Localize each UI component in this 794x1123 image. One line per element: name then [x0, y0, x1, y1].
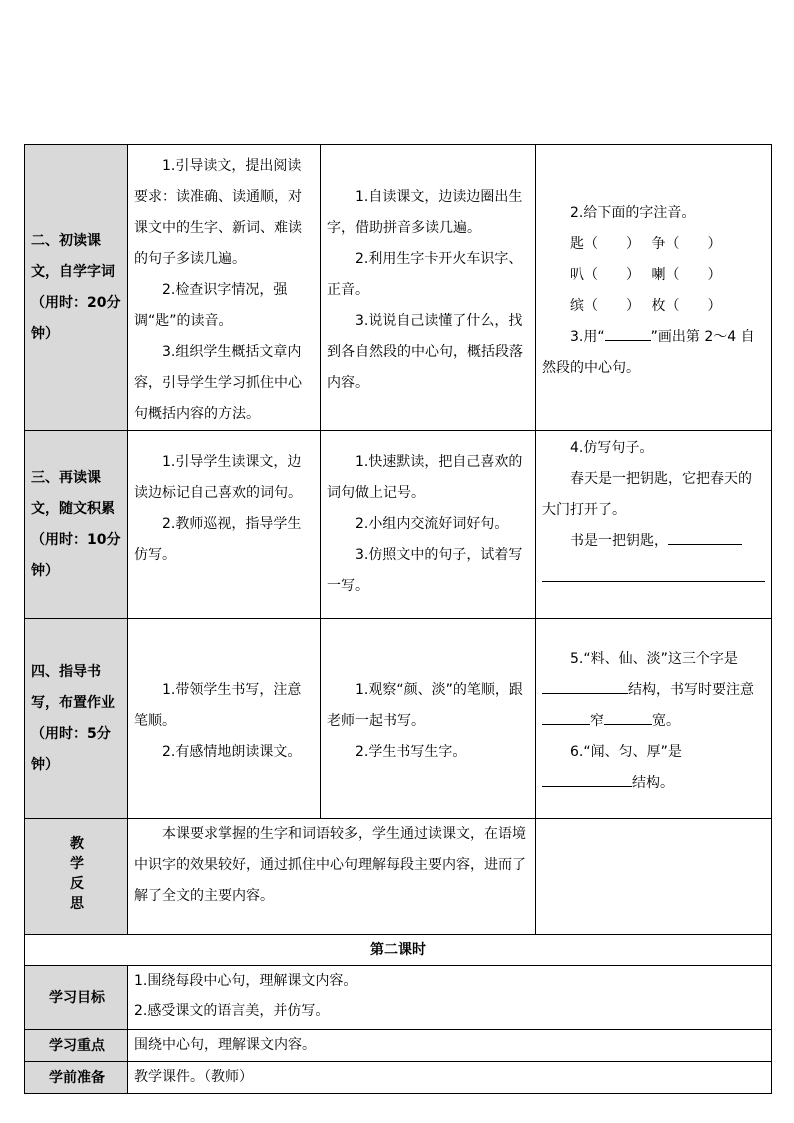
student-activity [321, 619, 536, 819]
prep-row [25, 1062, 772, 1094]
pinyin-item: 叭（ ） [570, 266, 633, 283]
prep-text: 教学课件。（教师） [128, 1062, 772, 1094]
answer-blank[interactable] [542, 771, 632, 787]
pinyin-item: 争（ ） [651, 235, 722, 252]
answer-blank[interactable] [542, 709, 590, 725]
reflection-text: 本课要求掌握的生字和词语较多，学生通过读课文，在语境中识字的效果较好，通过抓住中心句理解每段主要内容，进而了解了全文的主要内容。 [134, 826, 526, 904]
pinyin-item: 枚（ ） [651, 297, 722, 314]
goals-cell [128, 966, 772, 1030]
exercise-cell [536, 619, 772, 819]
exercise-question: 6.“闻、匀、厚”是结构。 [542, 737, 765, 799]
pinyin-line [542, 291, 765, 322]
teacher-step: 2.有感情地朗读课文。 [162, 744, 302, 760]
teacher-step: 1.引导学生读课文，边读边标记自己喜欢的词句。 [134, 454, 302, 501]
answer-blank[interactable] [604, 709, 652, 725]
second-lesson-title: 第二课时 [25, 935, 772, 966]
pinyin-item: 匙（ ） [570, 235, 633, 252]
goal-item: 1.围绕每段中心句，理解课文内容。 [134, 973, 358, 989]
answer-blank[interactable] [668, 529, 742, 545]
reflection-text-cell [128, 819, 536, 935]
teacher-step: 3.组织学生概括文章内容，引导学生学习抓住中心句概括内容的方法。 [134, 344, 302, 422]
exercise-title: 4.仿写句子。 [570, 440, 654, 456]
student-activity [321, 145, 536, 431]
exercise-cell [536, 431, 772, 619]
teacher-step: 1.引导读文，提出阅读要求：读准确、读通顺，对课文中的生字、新词、难读的句子多读几遍。 [134, 158, 302, 267]
pinyin-line [542, 229, 765, 260]
student-step: 2.小组内交流好词好句。 [355, 516, 509, 532]
answer-line[interactable] [542, 559, 765, 582]
exercise-question: 5.“料、仙、淡”这三个字是结构，书写时要注意窄 宽。 [542, 644, 765, 737]
exercise-instruction: 2.给下面的字注音。 [570, 204, 696, 221]
stage-row-2 [25, 145, 772, 431]
reflection-row [25, 819, 772, 935]
exercise-cell [536, 145, 772, 431]
student-step: 1.快速默读，把自己喜欢的词句做上记号。 [327, 454, 523, 501]
stage-label: 二、初读课文，自学字词（用时：20分钟） [25, 145, 128, 431]
teacher-step: 2.检查识字情况，强调“匙”的读音。 [134, 282, 288, 329]
reflection-label: 教学反思 [25, 819, 128, 935]
student-step: 2.学生书写生字。 [355, 744, 467, 760]
reflection-empty-cell [536, 819, 772, 935]
second-lesson-title-row [25, 935, 772, 966]
goal-item: 2.感受课文的语言美，并仿写。 [134, 1003, 330, 1019]
lesson-plan-table [24, 144, 772, 1094]
answer-blank[interactable] [605, 324, 651, 340]
imitation-prompt: 书是一把钥匙， [542, 526, 765, 557]
stage-label: 四、指导书写，布置作业（用时：5分钟） [25, 619, 128, 819]
exercise-question: 3.用“ ”画出第 2～4 自然段的中心句。 [542, 322, 765, 384]
teacher-activity [128, 431, 321, 619]
focus-row [25, 1030, 772, 1062]
student-step: 2.利用生字卡开火车识字、正音。 [327, 251, 523, 298]
focus-label: 学习重点 [25, 1030, 128, 1062]
teacher-activity [128, 619, 321, 819]
teacher-activity [128, 145, 321, 431]
student-activity [321, 431, 536, 619]
teacher-step: 1.带领学生书写，注意笔顺。 [134, 682, 302, 729]
prep-label: 学前准备 [25, 1062, 128, 1094]
student-step: 1.观察“颜、淡”的笔顺，跟老师一起书写。 [327, 682, 523, 729]
teacher-step: 2.教师巡视，指导学生仿写。 [134, 516, 302, 563]
student-step: 3.仿照文中的句子，试着写一写。 [327, 547, 523, 594]
pinyin-item: 喇（ ） [651, 266, 722, 283]
stage-label: 三、再读课文，随文积累（用时：10分钟） [25, 431, 128, 619]
student-step: 1.自读课文，边读边圈出生字，借助拼音多读几遍。 [327, 189, 523, 236]
goals-label: 学习目标 [25, 966, 128, 1030]
focus-text: 围绕中心句，理解课文内容。 [128, 1030, 772, 1062]
student-step: 3.说说自己读懂了什么，找到各自然段的中心句，概括段落内容。 [327, 313, 523, 391]
pinyin-line [542, 260, 765, 291]
example-sentence: 春天是一把钥匙，它把春天的大门打开了。 [542, 471, 752, 518]
stage-row-4 [25, 619, 772, 819]
answer-blank[interactable] [542, 678, 628, 694]
pinyin-item: 缤（ ） [570, 297, 633, 314]
goals-row [25, 966, 772, 1030]
lesson-plan-sheet [24, 144, 771, 1094]
stage-row-3 [25, 431, 772, 619]
